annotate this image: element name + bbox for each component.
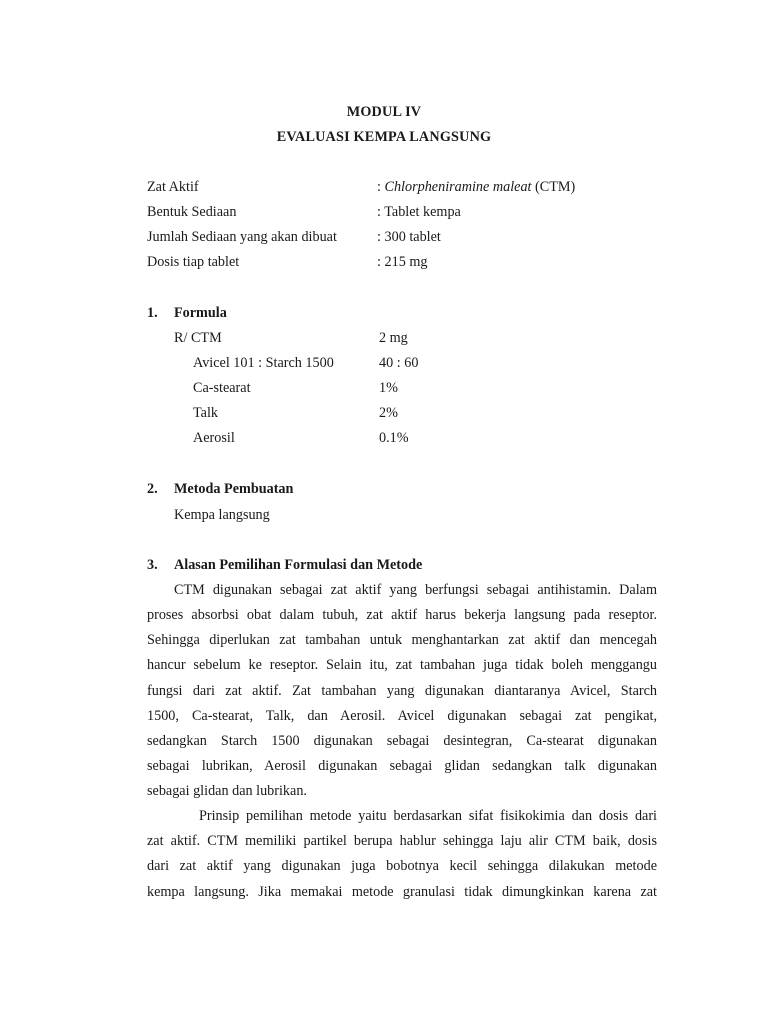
formula-amount: 0.1% <box>379 430 409 446</box>
section-title: Metoda Pembuatan <box>174 481 294 497</box>
info-value: : Tablet kempa <box>377 204 461 220</box>
paragraph-line: 1500, Ca-stearat, Talk, dan Aerosil. Avicel digunakan sebagai zat pengikat, <box>147 708 657 724</box>
info-label: Dosis tiap tablet <box>147 254 240 270</box>
paragraph-line: dari zat aktif yang digunakan juga bobotnya kecil sehingga dilakukan metode <box>147 858 657 874</box>
formula-amount: 40 : 60 <box>379 355 419 371</box>
info-value: : Chlorpheniramine maleat (CTM) <box>377 179 576 195</box>
paragraph-line: hancur sebelum ke reseptor. Selain itu, zat tambahan juga tidak boleh menggangu <box>147 657 657 673</box>
section-title: Formula <box>174 305 227 321</box>
section-number: 3. <box>147 557 158 573</box>
paragraph-line: sebagai glidan dan lubrikan. <box>147 783 307 799</box>
info-value: : 215 mg <box>377 254 428 270</box>
info-label: Jumlah Sediaan yang akan dibuat <box>147 229 337 245</box>
paragraph-line: sedangkan Starch 1500 digunakan sebagai desintegran, Ca-stearat digunakan <box>147 733 657 749</box>
formula-amount: 2 mg <box>379 330 408 346</box>
section-body: Kempa langsung <box>174 507 270 523</box>
formula-name: Talk <box>193 405 219 421</box>
section-number: 2. <box>147 481 158 497</box>
paragraph-line: Prinsip pemilihan metode yaitu berdasarkan sifat fisikokimia dan dosis dari <box>199 808 657 824</box>
info-label: Zat Aktif <box>147 179 199 195</box>
info-value: : 300 tablet <box>377 229 441 245</box>
paragraph-line: kempa langsung. Jika memakai metode granulasi tidak dimungkinkan karena zat <box>147 884 657 900</box>
paragraph-line: Sehingga diperlukan zat tambahan untuk menghantarkan zat aktif dan mencegah <box>147 632 657 648</box>
formula-name: Ca-stearat <box>193 380 251 396</box>
paragraph-line: fungsi dari zat aktif. Zat tambahan yang digunakan diantaranya Avicel, Starch <box>147 683 657 699</box>
paragraph-line: zat aktif. CTM memiliki partikel berupa hablur sehingga laju alir CTM baik, dosis <box>147 833 657 849</box>
module-number: MODUL IV <box>346 104 422 120</box>
formula-amount: 1% <box>379 380 398 396</box>
section-number: 1. <box>147 305 158 321</box>
formula-amount: 2% <box>379 405 398 421</box>
paragraph-line: proses absorbsi obat dalam tubuh, zat aktif harus bekerja langsung pada reseptor. <box>147 607 657 623</box>
paragraph-line: CTM digunakan sebagai zat aktif yang berfungsi sebagai antihistamin. Dalam <box>174 582 657 598</box>
formula-name: Avicel 101 : Starch 1500 <box>193 355 334 371</box>
info-label: Bentuk Sediaan <box>147 204 237 220</box>
paragraph-line: sebagai lubrikan, Aerosil digunakan sebagai glidan sedangkan talk digunakan <box>147 758 657 774</box>
section-title: Alasan Pemilihan Formulasi dan Metode <box>174 557 423 573</box>
formula-name: R/ CTM <box>174 330 222 346</box>
page-title: EVALUASI KEMPA LANGSUNG <box>276 129 492 145</box>
formula-name: Aerosil <box>193 430 235 446</box>
